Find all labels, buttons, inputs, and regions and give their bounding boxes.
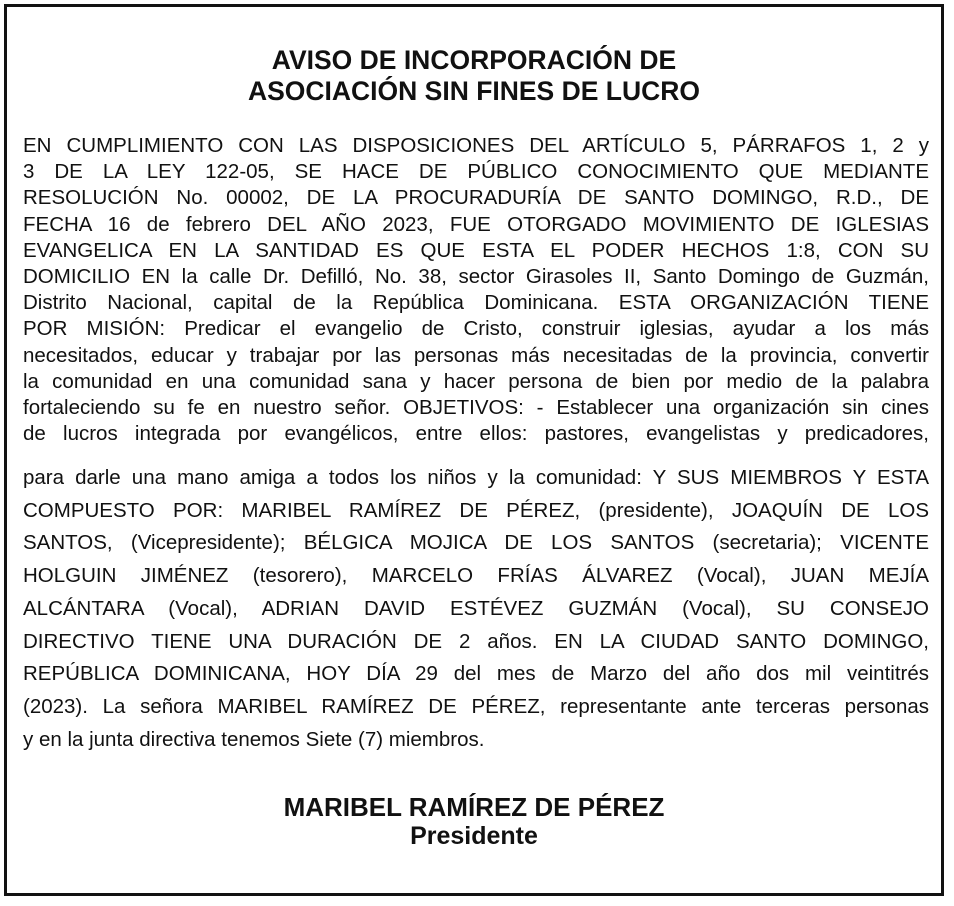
body-line: HOLGUIN JIMÉNEZ (tesorero), MARCELO FRÍAS ÁLVAREZ (Vocal), JUAN MEJÍA <box>23 564 929 588</box>
body-line: EN CUMPLIMIENTO CON LAS DISPOSICIONES DEL ARTÍCULO 5, PÁRRAFOS 1, 2 y <box>23 134 929 157</box>
body-line: EVANGELICA EN LA SANTIDAD ES QUE ESTA EL PODER HECHOS 1:8, CON SU <box>23 238 929 262</box>
body-line: Distrito Nacional, capital de la República Dominicana. ESTA ORGANIZACIÓN TIENE <box>23 291 929 315</box>
title-line-1: AVISO DE INCORPORACIÓN DE <box>271 45 677 75</box>
body-line: fortaleciendo su fe en nuestro señor. OBJETIVOS: - Establecer una organización sin cines <box>23 396 929 420</box>
body-line-last: y en la junta directiva tenemos Siete (7) miembros. <box>23 727 485 751</box>
notice-body-part-2 <box>23 462 929 756</box>
body-line: DIRECTIVO TIENE UNA DURACIÓN DE 2 años. EN LA CIUDAD SANTO DOMINGO, <box>23 629 929 653</box>
body-line: COMPUESTO POR: MARIBEL RAMÍREZ DE PÉREZ, (presidente), JOAQUÍN DE LOS <box>23 498 929 522</box>
body-line: POR MISIÓN: Predicar el evangelio de Cristo, construir iglesias, ayudar a los más <box>23 317 929 341</box>
signature-block <box>7 793 941 851</box>
notice-frame <box>4 4 944 896</box>
body-line: de lucros integrada por evangélicos, entre ellos: pastores, evangelistas y predicadores, <box>23 422 929 446</box>
notice-title <box>7 45 941 107</box>
body-line: DOMICILIO EN la calle Dr. Defilló, No. 38, sector Girasoles II, Santo Domingo de Guzmán, <box>23 265 929 289</box>
body-line: para darle una mano amiga a todos los niños y la comunidad: Y SUS MIEMBROS Y ESTA <box>23 466 929 489</box>
notice-body-part-1 <box>23 133 929 447</box>
body-line: REPÚBLICA DOMINICANA, HOY DÍA 29 del mes de Marzo del año dos mil veintitrés <box>23 662 929 686</box>
body-line: la comunidad en una comunidad sana y hacer persona de bien por medio de la palabra <box>23 369 929 393</box>
title-line-2: ASOCIACIÓN SIN FINES DE LUCRO <box>247 76 700 106</box>
body-line: RESOLUCIÓN No. 00002, DE LA PROCURADURÍA DE SANTO DOMINGO, R.D., DE <box>23 186 929 210</box>
body-line: (2023). La señora MARIBEL RAMÍREZ DE PÉREZ, representante ante terceras personas <box>23 694 929 718</box>
signatory-role: Presidente <box>410 822 538 850</box>
body-line: ALCÁNTARA (Vocal), ADRIAN DAVID ESTÉVEZ GUZMÁN (Vocal), SU CONSEJO <box>23 596 929 620</box>
body-line: FECHA 16 de febrero DEL AÑO 2023, FUE OTORGADO MOVIMIENTO DE IGLESIAS <box>23 212 929 236</box>
signatory-name: MARIBEL RAMÍREZ DE PÉREZ <box>283 792 665 822</box>
body-line: necesitados, educar y trabajar por las personas más necesitadas de la provincia, convertir <box>23 343 929 367</box>
body-line: 3 DE LA LEY 122-05, SE HACE DE PÚBLICO CONOCIMIENTO QUE MEDIANTE <box>23 160 929 184</box>
body-line: SANTOS, (Vicepresidente); BÉLGICA MOJICA DE LOS SANTOS (secretaria); VICENTE <box>23 531 929 555</box>
